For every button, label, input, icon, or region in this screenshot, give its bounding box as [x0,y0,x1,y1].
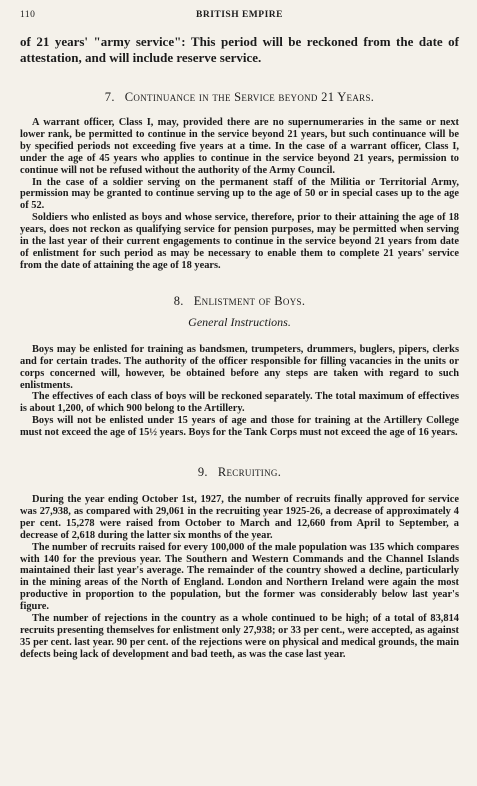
paragraph: During the year ending October 1st, 1927, the number of recruits finally approved for service was 27,938, as compared with 29,061 in the recruiting year 1925-26, a decrease of approximately 4 per cent. 15,278 were raised from October to March and 12,660 from April to September, a decrease of 2,618 during the latter six months of the year. [20,494,459,541]
paragraph: Soldiers who enlisted as boys and whose service, therefore, prior to their attaining the age of 18 years, does not reckon as qualifying service for pension purposes, may be permitted when serving in the last year of their current engagements to continue in the service beyond 21 years from date of enlistment for such period as may be necessary to enable them to complete 21 years' service from the date of attaining the age of 18 years. [20,212,459,271]
page-header [20,10,459,26]
section-subtitle: General Instructions. [188,314,291,329]
running-title: BRITISH EMPIRE [196,10,283,20]
lead-paragraph: of 21 years' "army service": This period will be reckoned from the date of attestation, and will include reserve service. [20,34,459,65]
section-title: Enlistment of Boys. [193,293,306,308]
section-body [20,494,459,661]
section-heading [20,90,459,105]
paragraph: The effectives of each class of boys will be reckoned separately. The total maximum of effectives is about 1,200, of which 900 belong to the Artillery. [20,391,459,415]
section-7 [20,90,459,272]
section-title: Recruiting. [217,465,282,480]
section-heading [20,465,459,480]
page-number: 110 [20,10,36,20]
section-body [20,344,459,439]
paragraph: Boys may be enlisted for training as bandsmen, trumpeters, drummers, buglers, pipers, clerks and for certain trades. The authority of the officer responsible for filling vacancies in the units or corps concerned will, however, be obtained before any steps are taken with regard to such enlistments. [20,343,459,391]
section-title: Continuance in the Service beyond 21 Years. [124,90,375,104]
section-heading [20,294,459,309]
paragraph: In the case of a soldier serving on the permanent staff of the Militia or Territorial Army, permission may be granted to continue serving up to the age of 50 or in special cases up to the age of 52. [20,176,459,212]
section-9 [20,465,459,661]
paragraph: Boys will not be enlisted under 15 years of age and those for training at the Artillery College must not exceed the age of 15½ years. Boys for the Tank Corps must not exceed the age of 16 years. [20,415,459,439]
paragraph: A warrant officer, Class I, may, provided there are no supernumeraries in the same or next lower rank, be permitted to continue in the service beyond 21 years, but such continuance will be by specified periods not exceeding five years at a time. In the case of a warrant officer, Class I, under the age of 45 years who applies to continue in the service beyond 21 years, permission to continue will not be refused without the authority of the Army Council. [20,117,459,176]
section-number: 8. [173,293,184,308]
section-8 [20,294,459,439]
section-number: 7. [104,90,115,104]
section-number: 9. [197,465,208,480]
paragraph: The number of rejections in the country as a whole continued to be high; of a total of 83,814 recruits presenting themselves for enlistment only 27,938; or 33 per cent., were accepted, as against 35 per cent. last year. 90 per cent. of the rejections were on physical and medical grounds, the main defects being lack of development and bad teeth, as was the case last year. [20,613,459,660]
section-body [20,117,459,272]
paragraph: The number of recruits raised for every 100,000 of the male population was 135 which compares with 140 for the previous year. The Southern and Western Commands and the Channel Islands maintained their last year's average. The remainder of the country showed a decline, particularly in the mining areas of the North of England. London and Northern Ireland were again the most productive in proportion to the population, but the former was considerably below last year's figure. [20,541,459,613]
